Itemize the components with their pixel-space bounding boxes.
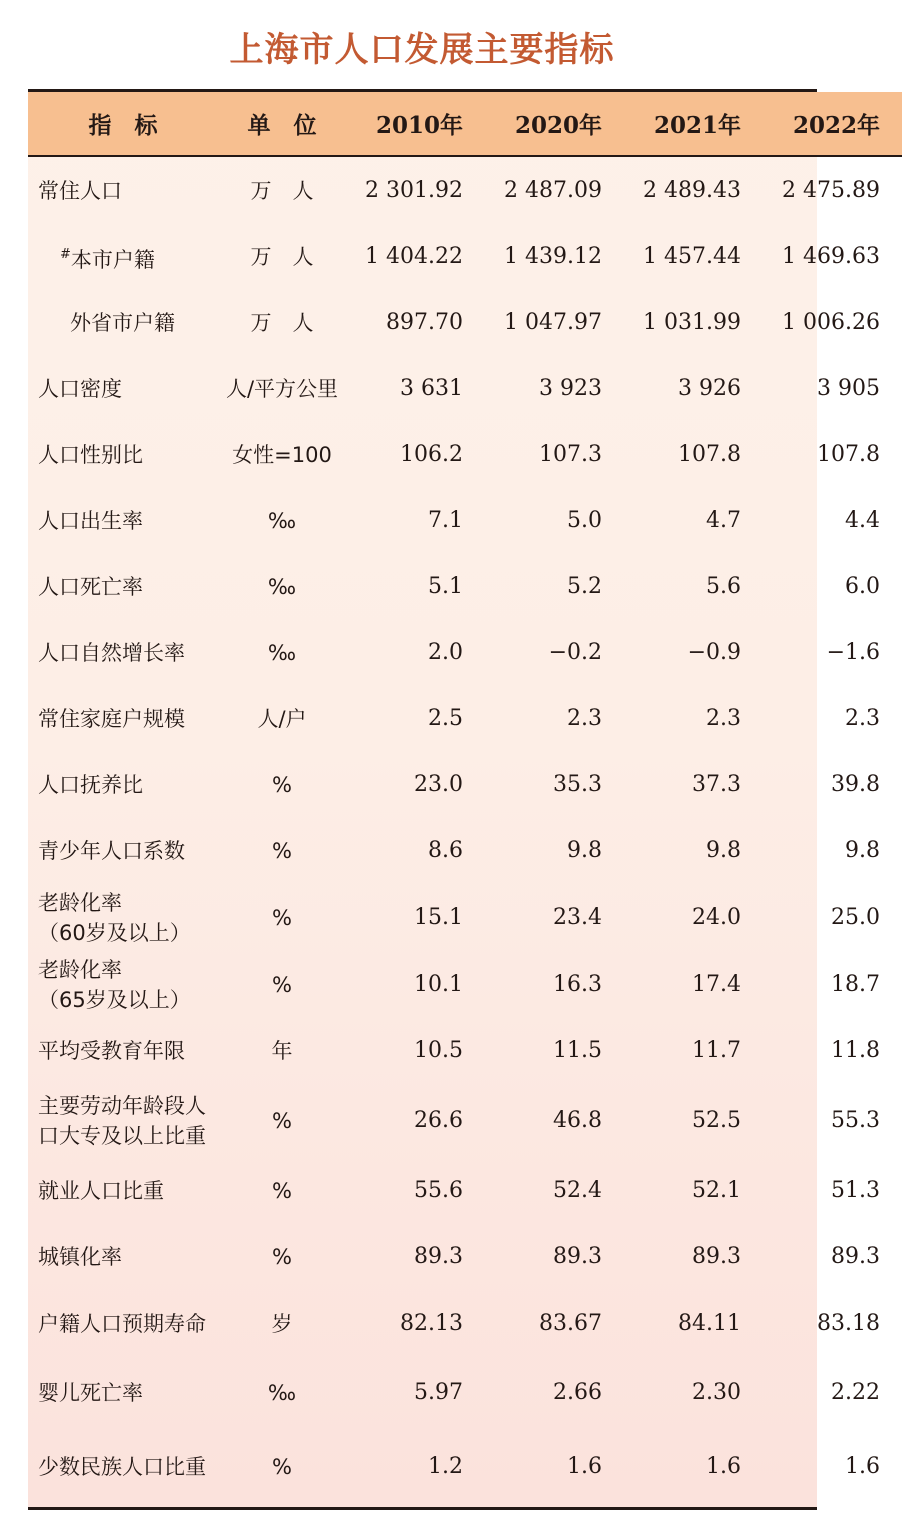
value-cell: 1 404.22 (365, 244, 463, 269)
unit-cell: % (272, 1109, 292, 1133)
unit-cell: % (272, 1455, 292, 1479)
value-cell: 107.8 (678, 442, 741, 467)
value-cell: 1.6 (567, 1454, 602, 1479)
table-row (28, 356, 902, 422)
indicator-label: 人口性别比 (38, 443, 143, 467)
indicator-name (28, 1084, 218, 1158)
indicator-label: 人口自然增长率 (38, 641, 185, 665)
value-cell: 52.1 (692, 1178, 741, 1203)
indicator-name (28, 224, 218, 290)
indicator-table-container (28, 89, 880, 1510)
value-cell: 2.22 (831, 1380, 880, 1405)
table-row (28, 290, 902, 356)
header-row (28, 92, 902, 156)
value-cell: 35.3 (553, 772, 602, 797)
indicator-label: 婴儿死亡率 (38, 1381, 143, 1405)
value-cell: 2.30 (692, 1380, 741, 1405)
unit-cell: 岁 (271, 1312, 293, 1336)
indicator-label: 城镇化率 (38, 1245, 122, 1269)
value-cell: 10.1 (414, 972, 463, 997)
indicator-name (28, 488, 218, 554)
value-cell: 2 301.92 (365, 177, 463, 203)
value-cell: 55.3 (831, 1108, 880, 1133)
indicator-name (28, 1158, 218, 1224)
unit-cell: 万 人 (250, 311, 314, 335)
indicator-label: 人口出生率 (38, 509, 143, 533)
indicator-label: 少数民族人口比重 (38, 1455, 206, 1479)
value-cell: 5.6 (706, 574, 741, 599)
indicator-label: 常住人口 (38, 178, 122, 203)
table-row (28, 952, 902, 1018)
table-row (28, 422, 902, 488)
indicator-name (28, 884, 218, 952)
indicator-label: 常住家庭户规模 (38, 707, 185, 731)
value-cell: 1 439.12 (504, 244, 602, 269)
unit-cell: ‰ (267, 575, 297, 599)
value-cell: 51.3 (831, 1178, 880, 1203)
unit-cell: % (272, 906, 292, 930)
indicator-mark: # (60, 246, 71, 262)
indicator-label: 青少年人口系数 (38, 839, 185, 863)
indicator-name (28, 818, 218, 884)
value-cell: 82.13 (400, 1311, 463, 1336)
value-cell: 17.4 (692, 972, 741, 997)
unit-cell: 万 人 (250, 178, 314, 203)
table-row (28, 1158, 902, 1224)
value-cell: 2.5 (428, 706, 463, 731)
value-cell: 9.8 (706, 838, 741, 863)
indicator-name (28, 1428, 218, 1506)
value-cell: 5.1 (428, 574, 463, 599)
unit-cell: % (272, 1179, 292, 1203)
indicator-name (28, 1290, 218, 1358)
table-row (28, 1018, 902, 1084)
value-cell: 6.0 (845, 574, 880, 599)
value-cell: 1 469.63 (782, 244, 880, 269)
value-cell: 9.8 (845, 838, 880, 863)
table-header (28, 92, 902, 156)
indicator-label: 就业人口比重 (38, 1179, 164, 1203)
value-cell: 7.1 (428, 508, 463, 533)
indicator-label: 平均受教育年限 (38, 1039, 185, 1063)
page-title: 上海市人口发展主要指标 (229, 30, 615, 70)
value-cell: 1.2 (428, 1454, 463, 1479)
value-cell: 1 457.44 (643, 244, 741, 269)
indicator-name (28, 752, 218, 818)
value-cell: 2 489.43 (643, 177, 741, 203)
indicator-name (28, 1358, 218, 1428)
value-cell: 18.7 (831, 972, 880, 997)
table-row (28, 488, 902, 554)
unit-cell: % (272, 773, 292, 797)
header-unit: 单 位 (218, 92, 346, 156)
unit-cell: % (272, 1245, 292, 1269)
value-cell: 9.8 (567, 838, 602, 863)
table-row (28, 1290, 902, 1358)
value-cell: 24.0 (692, 905, 741, 930)
value-cell: 2.3 (706, 706, 741, 731)
value-cell: 2.66 (553, 1380, 602, 1405)
indicator-name (28, 686, 218, 752)
value-cell: 2.3 (845, 706, 880, 731)
indicator-name (28, 1018, 218, 1084)
value-cell: 2.0 (428, 640, 463, 665)
indicator-table (28, 92, 902, 1506)
indicator-name (28, 620, 218, 686)
indicator-label: 户籍人口预期寿命 (38, 1312, 206, 1336)
value-cell: 2 487.09 (504, 177, 602, 203)
value-cell: 1.6 (845, 1454, 880, 1479)
value-cell: 52.5 (692, 1108, 741, 1133)
table-row (28, 224, 902, 290)
indicator-label: 主要劳动年龄段人 (38, 1094, 206, 1118)
indicator-label-line2: （65岁及以上） (38, 988, 191, 1012)
indicator-name (28, 1224, 218, 1290)
value-cell: 1 006.26 (782, 310, 880, 335)
unit-cell: 年 (271, 1039, 293, 1063)
table-row (28, 620, 902, 686)
unit-cell: 人/户 (257, 707, 307, 731)
table-body (28, 156, 902, 1506)
value-cell: −0.2 (548, 640, 602, 665)
value-cell: 23.4 (553, 905, 602, 930)
value-cell: 83.67 (539, 1311, 602, 1336)
value-cell: 26.6 (414, 1108, 463, 1133)
value-cell: 4.4 (845, 508, 880, 533)
indicator-name (28, 554, 218, 620)
unit-cell: ‰ (267, 641, 297, 665)
value-cell: 4.7 (706, 508, 741, 533)
table-row (28, 156, 902, 224)
indicator-name (28, 290, 218, 356)
value-cell: 5.2 (567, 574, 602, 599)
value-cell: 5.0 (567, 508, 602, 533)
header-year-2022: 2022年 (763, 92, 902, 156)
value-cell: −1.6 (826, 640, 880, 665)
indicator-label: 本市户籍 (70, 247, 155, 272)
indicator-label-line2: （60岁及以上） (38, 921, 191, 945)
value-cell: 3 923 (539, 376, 602, 401)
value-cell: 89.3 (831, 1244, 880, 1269)
value-cell: 3 631 (400, 376, 463, 401)
value-cell: 107.3 (539, 442, 602, 467)
value-cell: 89.3 (553, 1244, 602, 1269)
table-row (28, 554, 902, 620)
value-cell: 10.5 (414, 1038, 463, 1063)
value-cell: 897.70 (386, 310, 463, 335)
table-row (28, 1224, 902, 1290)
indicator-label: 老龄化率 (38, 958, 122, 982)
indicator-name (28, 356, 218, 422)
indicator-name (28, 952, 218, 1018)
unit-cell: ‰ (267, 509, 297, 533)
value-cell: 37.3 (692, 772, 741, 797)
value-cell: 16.3 (553, 972, 602, 997)
unit-cell: ‰ (267, 1381, 297, 1405)
indicator-label: 人口抚养比 (38, 773, 143, 797)
value-cell: 5.97 (414, 1380, 463, 1405)
value-cell: 23.0 (414, 772, 463, 797)
table-row (28, 818, 902, 884)
value-cell: 55.6 (414, 1178, 463, 1203)
value-cell: 3 926 (678, 376, 741, 401)
indicator-label-line2: 口大专及以上比重 (38, 1124, 206, 1148)
value-cell: 89.3 (692, 1244, 741, 1269)
indicator-label: 人口死亡率 (38, 575, 143, 599)
value-cell: 3 905 (817, 376, 880, 401)
indicator-name (28, 156, 218, 224)
indicator-label: 外省市户籍 (70, 311, 175, 335)
table-row (28, 686, 902, 752)
value-cell: 46.8 (553, 1108, 602, 1133)
header-year-2020: 2020年 (485, 92, 624, 156)
unit-cell: 女性=100 (232, 443, 332, 467)
value-cell: 1 047.97 (504, 310, 602, 335)
value-cell: 11.7 (692, 1038, 741, 1063)
value-cell: 39.8 (831, 772, 880, 797)
indicator-label: 人口密度 (38, 377, 122, 401)
value-cell: 107.8 (817, 442, 880, 467)
table-row (28, 752, 902, 818)
header-indicator: 指 标 (28, 92, 218, 156)
unit-cell: 人/平方公里 (225, 377, 339, 401)
value-cell: 2.3 (567, 706, 602, 731)
table-row (28, 884, 902, 952)
value-cell: 1.6 (706, 1454, 741, 1479)
value-cell: 2 475.89 (782, 177, 880, 203)
value-cell: 11.5 (553, 1038, 602, 1063)
value-cell: 106.2 (400, 442, 463, 467)
unit-cell: % (272, 839, 292, 863)
value-cell: 1 031.99 (643, 310, 741, 335)
value-cell: 52.4 (553, 1178, 602, 1203)
table-row (28, 1084, 902, 1158)
value-cell: 8.6 (428, 838, 463, 863)
value-cell: −0.9 (687, 640, 741, 665)
indicator-label: 老龄化率 (38, 891, 122, 915)
value-cell: 83.18 (817, 1311, 880, 1336)
value-cell: 25.0 (831, 905, 880, 930)
value-cell: 11.8 (831, 1038, 880, 1063)
value-cell: 89.3 (414, 1244, 463, 1269)
table-row (28, 1358, 902, 1428)
indicator-name (28, 422, 218, 488)
unit-cell: 万 人 (250, 245, 314, 269)
table-row (28, 1428, 902, 1506)
header-year-2021: 2021年 (624, 92, 763, 156)
unit-cell: % (272, 973, 292, 997)
value-cell: 84.11 (678, 1311, 741, 1336)
header-year-2010: 2010年 (346, 92, 485, 156)
value-cell: 15.1 (414, 905, 463, 930)
